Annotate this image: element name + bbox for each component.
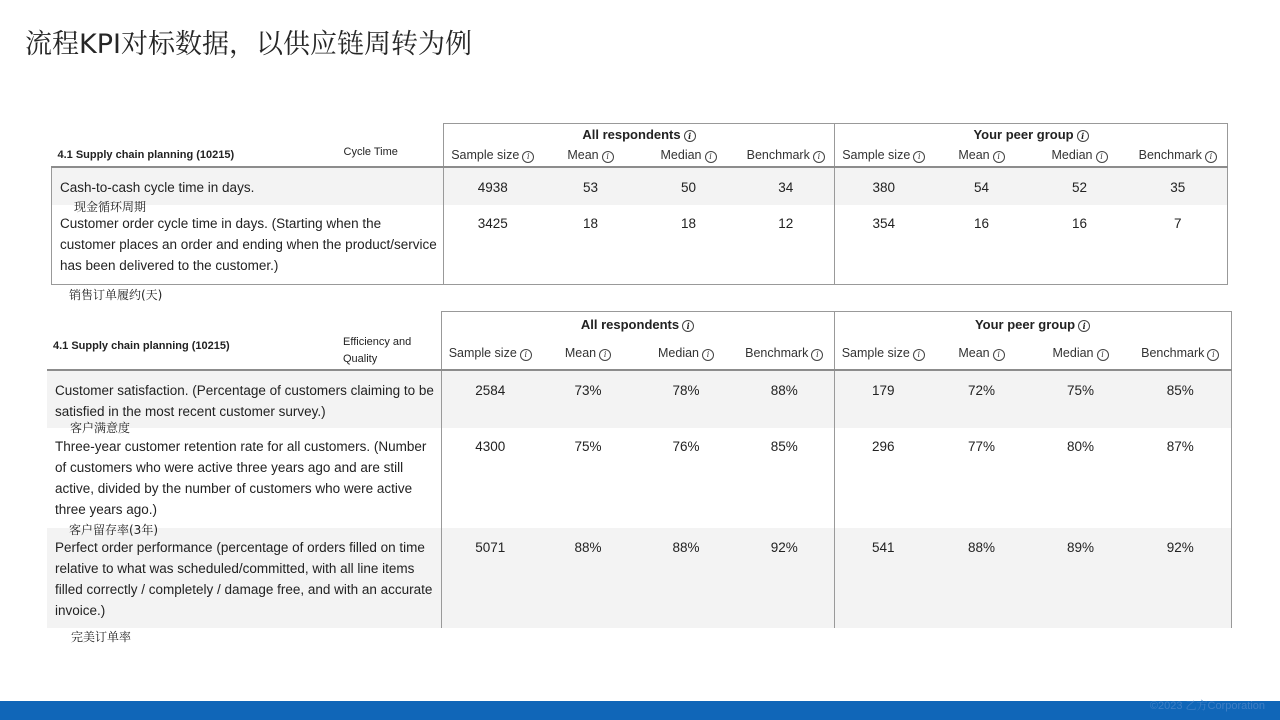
info-icon[interactable]: i xyxy=(520,349,532,361)
cell-value: 2584 xyxy=(441,370,539,428)
info-icon[interactable]: i xyxy=(682,320,694,332)
info-icon[interactable]: i xyxy=(1096,151,1108,163)
cell-value: 50 xyxy=(640,167,738,205)
col-header-mean: Mean i xyxy=(542,144,640,167)
info-icon[interactable]: i xyxy=(913,349,925,361)
cell-value: 52 xyxy=(1031,167,1129,205)
section-title: 4.1 Supply chain planning (10215) xyxy=(52,144,344,167)
cell-value: 18 xyxy=(640,205,738,285)
col-header-benchmark: Benchmark i xyxy=(735,334,834,370)
table-row xyxy=(52,167,1228,205)
row-description: Cash-to-cash cycle time in days. xyxy=(52,167,444,205)
info-icon[interactable]: i xyxy=(811,349,823,361)
info-icon[interactable]: i xyxy=(522,151,534,163)
cell-value: 296 xyxy=(834,428,932,528)
cell-value: 88% xyxy=(637,528,735,628)
footer-copyright: ©2023 乙方Corporation xyxy=(1149,700,1265,712)
cell-value: 16 xyxy=(933,205,1031,285)
cell-value: 5071 xyxy=(441,528,539,628)
info-icon[interactable]: i xyxy=(1205,151,1217,163)
cell-value: 541 xyxy=(834,528,932,628)
cell-value: 92% xyxy=(735,528,834,628)
cell-value: 85% xyxy=(1130,370,1231,428)
table-row xyxy=(47,370,1231,428)
info-icon[interactable]: i xyxy=(1078,320,1090,332)
footer-bar xyxy=(0,701,1280,720)
cell-value: 87% xyxy=(1130,428,1231,528)
cn-label-retention: 客户留存率(3年) xyxy=(69,523,158,537)
col-header-benchmark: Benchmark i xyxy=(738,144,835,167)
cn-label-perfect-order: 完美订单率 xyxy=(71,630,132,644)
cell-value: 80% xyxy=(1066,438,1095,454)
cell-value: 92% xyxy=(1130,528,1231,628)
cn-label-customer-satisfaction: 客户满意度 xyxy=(70,421,131,435)
col-header-sample-size: Sample size i xyxy=(835,144,933,167)
cell-value: 78% xyxy=(637,370,735,428)
col-header-sample-size: Sample size i xyxy=(834,334,932,370)
info-icon[interactable]: i xyxy=(993,349,1005,361)
info-icon[interactable]: i xyxy=(599,349,611,361)
col-header-sample-size: Sample size i xyxy=(444,144,542,167)
col-header-median: Median i xyxy=(1031,334,1130,370)
category-label: Cycle Time xyxy=(344,144,444,167)
col-header-median: Median i xyxy=(637,334,735,370)
info-icon[interactable]: i xyxy=(705,151,717,163)
cell-value: 85% xyxy=(770,438,798,454)
cell-value: 380 xyxy=(835,167,933,205)
cell-value: 73% xyxy=(539,370,637,428)
cell-value: 34 xyxy=(738,167,835,205)
group-header-peer: Your peer group i xyxy=(834,312,1231,334)
row-description: Three-year customer retention rate for all customers. (Number of customers who were active three years ago and are still active, divided by the number of customers who were active three years ago.) xyxy=(55,438,427,517)
row-description: Customer order cycle time in days. (Starting when the customer places an order and ending when the product/service has been delivered to the customer.) xyxy=(52,205,444,285)
cell-value: 88% xyxy=(539,528,637,628)
cell-value: 4300 xyxy=(441,428,539,528)
col-header-benchmark: Benchmark i xyxy=(1129,144,1228,167)
info-icon[interactable]: i xyxy=(1077,130,1089,142)
cell-value: 54 xyxy=(933,167,1031,205)
cell-value: 3425 xyxy=(444,205,542,285)
table-row xyxy=(47,428,1231,528)
cell-value: 75% xyxy=(574,438,602,454)
info-icon[interactable]: i xyxy=(913,151,925,163)
cell-value: 18 xyxy=(542,205,640,285)
cell-value: 4938 xyxy=(444,167,542,205)
cell-value: 7 xyxy=(1129,205,1228,285)
col-header-mean: Mean i xyxy=(933,144,1031,167)
cell-value: 88% xyxy=(735,370,834,428)
info-icon[interactable]: i xyxy=(813,151,825,163)
section-title: 4.1 Supply chain planning (10215) xyxy=(47,334,343,370)
col-header-sample-size: Sample size i xyxy=(441,334,539,370)
cell-value: 53 xyxy=(542,167,640,205)
cell-value: 12 xyxy=(738,205,835,285)
slide-title: 流程KPI对标数据，以供应链周转为例 xyxy=(25,29,472,60)
row-description: Perfect order performance (percentage of orders filled on time relative to what was scheduled/committed, with all line items filled correctly / completely / damage free, and with an accurate invoice.) xyxy=(47,528,441,628)
col-header-mean: Mean i xyxy=(932,334,1031,370)
table-row xyxy=(47,528,1231,628)
group-header-all: All respondents i xyxy=(444,124,835,144)
group-header-peer: Your peer group i xyxy=(835,124,1228,144)
cn-label-cash-cycle: 现金循环周期 xyxy=(74,200,147,214)
cell-value: 179 xyxy=(834,370,932,428)
cycle-time-table xyxy=(51,123,1228,285)
cell-value: 354 xyxy=(835,205,933,285)
cell-value: 35 xyxy=(1129,167,1228,205)
cell-value: 75% xyxy=(1031,370,1130,428)
cn-label-order-fulfillment: 销售订单履约(天) xyxy=(69,288,163,302)
cell-value: 16 xyxy=(1031,205,1129,285)
cell-value: 72% xyxy=(932,370,1031,428)
cell-value: 76% xyxy=(672,438,700,454)
cell-value: 88% xyxy=(932,528,1031,628)
category-label: Efficiency and Quality xyxy=(343,334,441,370)
info-icon[interactable]: i xyxy=(702,349,714,361)
col-header-mean: Mean i xyxy=(539,334,637,370)
info-icon[interactable]: i xyxy=(993,151,1005,163)
efficiency-quality-table xyxy=(47,311,1232,628)
info-icon[interactable]: i xyxy=(1097,349,1109,361)
col-header-median: Median i xyxy=(640,144,738,167)
col-header-benchmark: Benchmark i xyxy=(1130,334,1231,370)
info-icon[interactable]: i xyxy=(1207,349,1219,361)
cell-value: 89% xyxy=(1031,528,1130,628)
col-header-median: Median i xyxy=(1031,144,1129,167)
table-row xyxy=(52,205,1228,285)
info-icon[interactable]: i xyxy=(602,151,614,163)
row-description: Customer satisfaction. (Percentage of customers claiming to be satisfied in the most recent customer survey.) xyxy=(47,370,441,428)
group-header-all: All respondents i xyxy=(441,312,834,334)
info-icon[interactable]: i xyxy=(684,130,696,142)
cell-value: 77% xyxy=(967,438,996,454)
